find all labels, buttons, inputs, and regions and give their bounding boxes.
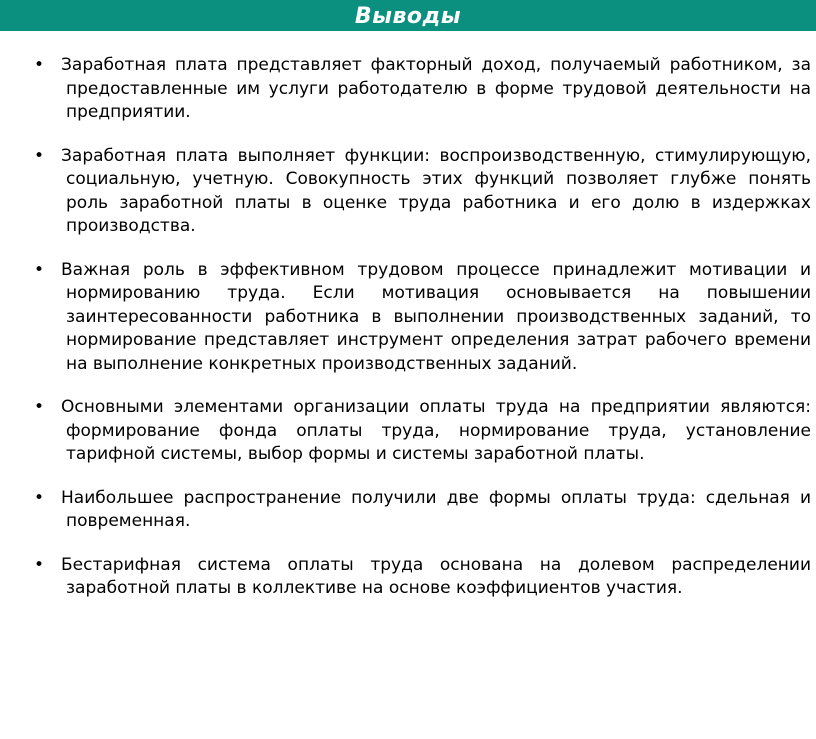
bullet-dot-icon: • <box>34 55 45 75</box>
bullet-dot-icon: • <box>34 554 45 575</box>
bullet-dot-icon: • <box>34 487 45 508</box>
list-item <box>30 554 811 601</box>
bullet-text: Основными элементами организации оплаты труда на предприятии являются: формирование фонда оплаты труда, нормирование труда, установление тарифной системы, выбор формы и системы заработной платы. <box>61 397 811 464</box>
bullet-text: Наибольшее распространение получили две формы оплаты труда: сдельная и повременная. <box>61 487 811 531</box>
bullet-text: Важная роль в эффективном трудовом процессе принадлежит мотивации и нормированию труда. Если мотивация основывается на повышении заинтересованности работника в выполнении производственных заданий, то нормирование представляет инструмент определения затрат рабочего времени на выполнение конкретных производственных заданий. <box>61 259 811 374</box>
list-item <box>30 396 811 467</box>
bullet-dot-icon: • <box>34 397 45 417</box>
list-item <box>30 259 811 377</box>
bullet-text: Заработная плата выполняет функции: воспроизводственную, стимулирующую, социальную, учетную. Совокупность этих функций позволяет глубже понять роль заработной платы в оценке труда работника и его долю в издержках производства. <box>61 145 811 236</box>
list-item <box>30 145 811 239</box>
list-item <box>30 487 811 534</box>
bullet-list <box>30 54 811 621</box>
bullet-text: Бестарифная система оплаты труда основана на долевом распределении заработной платы в коллективе на основе коэффициентов участия. <box>61 554 811 598</box>
bullet-dot-icon: • <box>34 259 45 280</box>
list-item <box>30 54 811 125</box>
page-title: Выводы <box>354 4 462 29</box>
bullet-text: Заработная плата представляет факторный доход, получаемый работником, за предоставленные им услуги работодателю в форме трудовой деятельности на предприятии. <box>61 55 811 122</box>
bullet-dot-icon: • <box>34 145 45 166</box>
